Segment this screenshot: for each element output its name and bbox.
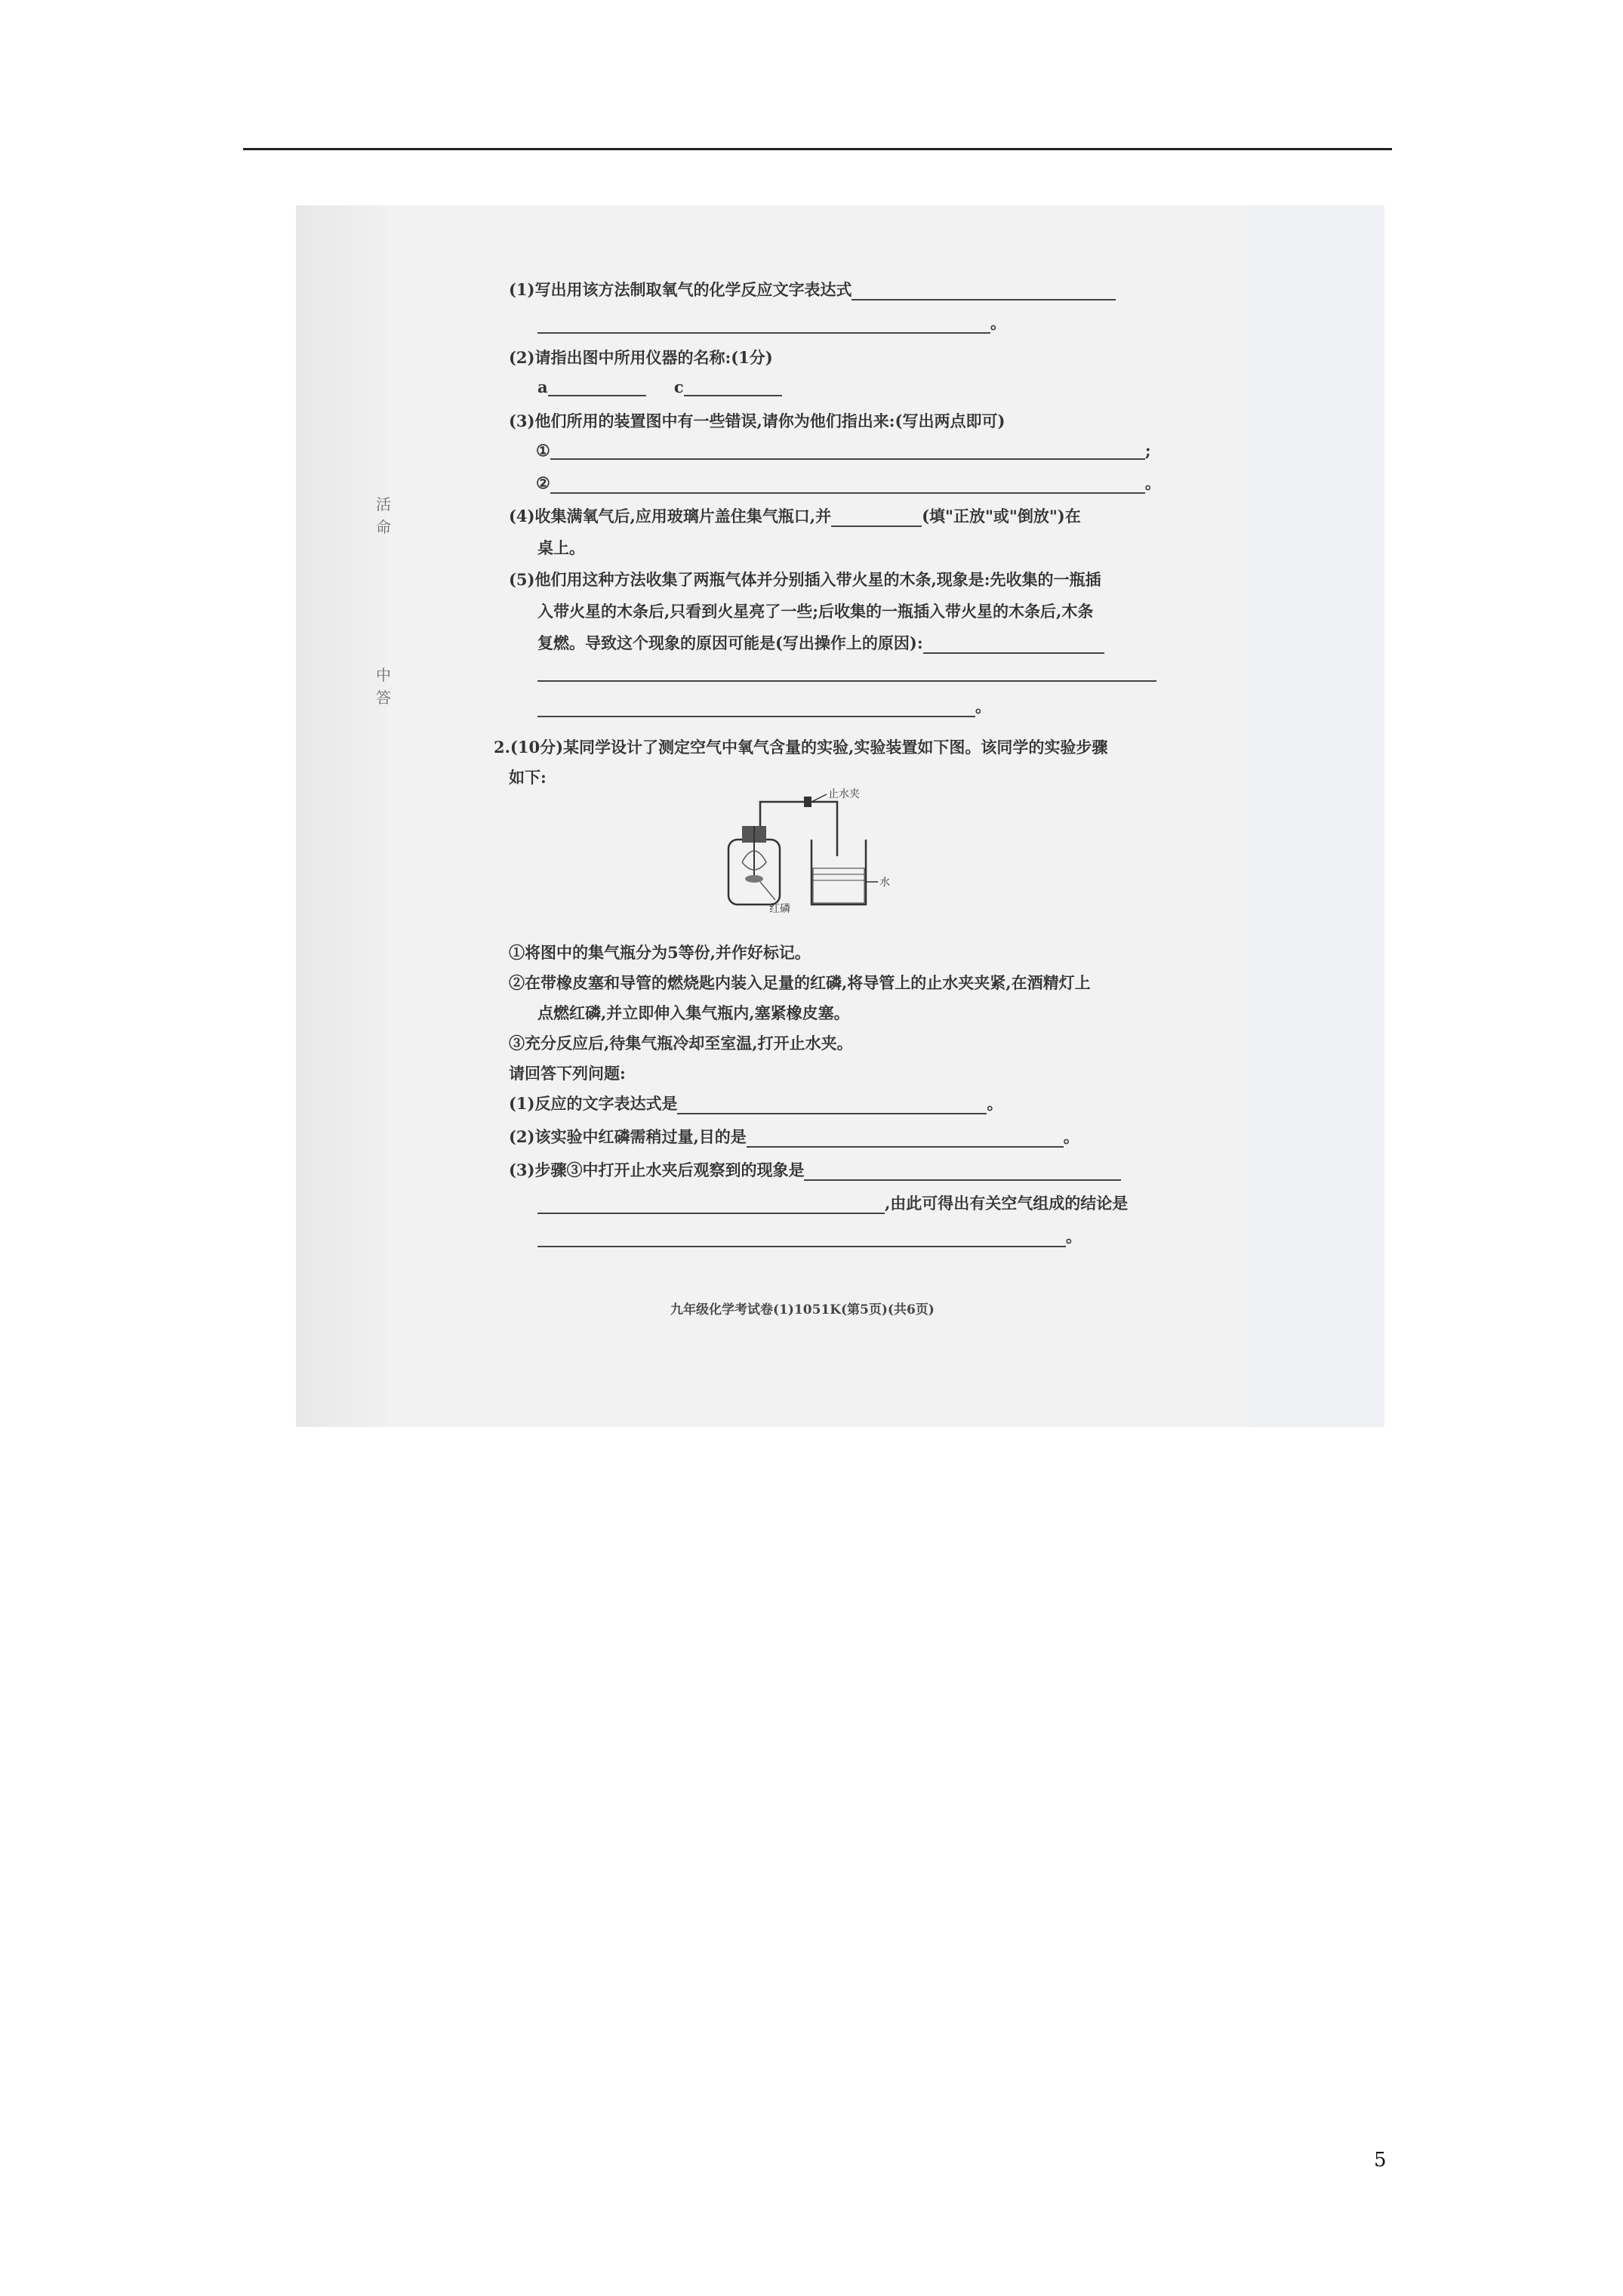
margin-mark: 中 [376, 666, 391, 684]
answer-blank [537, 699, 975, 717]
apparatus-diagram [715, 787, 911, 915]
answer-blank [537, 1196, 885, 1214]
q2-answer2: (2)该实验中红磷需稍过量,目的是 。 [509, 1127, 1079, 1146]
margin-mark: 答 [376, 689, 391, 707]
q1-part2: (2)请指出图中所用仪器的名称:(1分) [509, 348, 773, 367]
answer-blank [550, 476, 1145, 494]
answer-blank [747, 1130, 1064, 1148]
q2-ask: 请回答下列问题: [509, 1064, 626, 1083]
water-level [813, 868, 864, 903]
q2-intro-line1: 2.(10分)某同学设计了测定空气中氧气含量的实验,实验装置如下图。该同学的实验步骤 [494, 738, 1108, 757]
answer-blank [537, 664, 1156, 682]
q1-part3-error2: ② 。 [536, 473, 1161, 492]
scan-footer: 九年级化学考试卷(1)1051K(第5页)(共6页) [670, 1302, 935, 1318]
q1-part4-continuation: 桌上。 [537, 538, 585, 557]
water-label: 水 [879, 877, 890, 889]
answer-blank [548, 378, 646, 396]
scan-right-shadow [1249, 205, 1384, 1427]
margin-mark: 命 [376, 518, 391, 536]
scanned-exam-page [296, 205, 1384, 1427]
page-number: 5 [1374, 2149, 1387, 2171]
q1-part2-blanks: a c [537, 378, 782, 396]
answer-blank [550, 442, 1145, 460]
answer-blank [831, 509, 922, 527]
clamp-label: 止水夹 [828, 788, 860, 800]
q2-step3: ③充分反应后,待集气瓶冷却至室温,打开止水夹。 [509, 1034, 853, 1052]
q1-part5-line1: (5)他们用这种方法收集了两瓶气体并分别插入带火星的木条,现象是:先收集的一瓶插 [509, 570, 1101, 589]
answer-blank [537, 1229, 1066, 1247]
answer-blank [852, 282, 1116, 300]
scan-left-shadow [296, 205, 387, 1427]
red-phosphorus [745, 875, 763, 883]
clamp-pointer [812, 794, 827, 802]
q2-answer1: (1)反应的文字表达式是 。 [509, 1094, 1003, 1113]
answer-blank [923, 636, 1104, 654]
phosphorus-pointer [760, 882, 775, 900]
q2-answer3-line3: 。 [537, 1225, 1082, 1247]
top-rule [243, 148, 1392, 150]
q2-answer3: (3)步骤③中打开止水夹后观察到的现象是 [509, 1158, 1121, 1181]
answer-blank [684, 378, 782, 396]
q1-part5-line2: 入带火星的木条后,只看到火星亮了一些;后收集的一瓶插入带火星的木条后,木条 [537, 602, 1094, 621]
q1-part5-line3: 复燃。导致这个现象的原因可能是(写出操作上的原因): [537, 631, 1104, 654]
answer-blank [804, 1163, 1121, 1181]
q1-part4: (4)收集满氧气后,应用玻璃片盖住集气瓶口,并 (填"正放"或"倒放")在 [509, 507, 1081, 525]
q2-answer3-line2: ,由此可得出有关空气组成的结论是 [537, 1191, 1128, 1214]
q2-step1: ①将图中的集气瓶分为5等份,并作好标记。 [509, 943, 811, 962]
q1-part5-blank-line-end: 。 [537, 695, 991, 717]
margin-mark: 活 [376, 495, 391, 513]
q1-part3-error1: ① ; [536, 441, 1151, 460]
q2-step2-line1: ②在带橡皮塞和导管的燃烧匙内装入足量的红磷,将导管上的止水夹夹紧,在酒精灯上 [509, 973, 1091, 992]
answer-blank [677, 1096, 987, 1114]
glass-tube [760, 802, 837, 856]
q1-part1: (1)写出用该方法制取氧气的化学反应文字表达式 [509, 278, 1116, 300]
answer-blank [537, 316, 990, 334]
q2-intro-line2: 如下: [509, 768, 547, 787]
q1-part5-blank-line [537, 663, 1156, 682]
q1-part1-continuation: 。 [537, 311, 1006, 334]
clamp-marker [804, 797, 812, 807]
beaker [812, 840, 866, 905]
q1-part3: (3)他们所用的装置图中有一些错误,请你为他们指出来:(写出两点即可) [509, 411, 1006, 430]
phosphorus-label: 红磷 [769, 903, 790, 915]
q2-step2-line2: 点燃红磷,并立即伸入集气瓶内,塞紧橡皮塞。 [537, 1003, 850, 1022]
